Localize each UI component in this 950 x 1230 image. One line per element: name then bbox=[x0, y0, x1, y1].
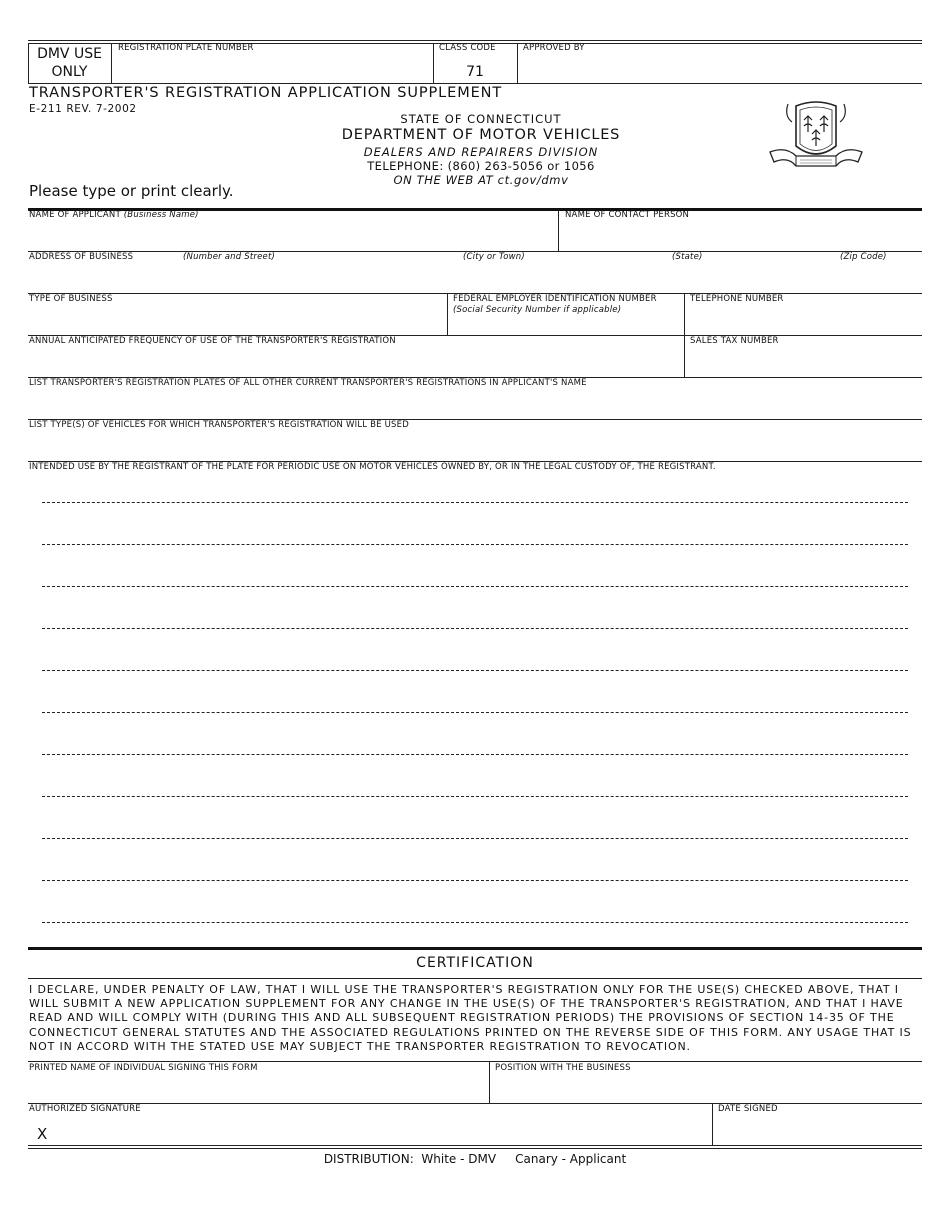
registration-plate-number-label: REGISTRATION PLATE NUMBER bbox=[118, 43, 254, 53]
intended-use-line[interactable] bbox=[42, 712, 908, 713]
intended-use-line[interactable] bbox=[42, 544, 908, 545]
address-state-hint: (State) bbox=[672, 252, 703, 262]
sales-tax-number-label: SALES TAX NUMBER bbox=[690, 336, 779, 346]
authorized-signature-label: AUTHORIZED SIGNATURE bbox=[29, 1104, 141, 1114]
form-title: TRANSPORTER'S REGISTRATION APPLICATION SUPPLEMENT bbox=[29, 85, 503, 101]
intended-use-line[interactable] bbox=[42, 838, 908, 839]
fein-label: FEDERAL EMPLOYER IDENTIFICATION NUMBER bbox=[453, 294, 657, 304]
dmv-use-only-label: DMV USE ONLY bbox=[37, 46, 102, 80]
list-vehicle-types-label: LIST TYPE(S) OF VEHICLES FOR WHICH TRANSPORTER'S REGISTRATION WILL BE USED bbox=[29, 420, 409, 430]
annual-frequency-label: ANNUAL ANTICIPATED FREQUENCY OF USE OF THE TRANSPORTER'S REGISTRATION bbox=[29, 336, 396, 346]
form-number: E-211 REV. 7-2002 bbox=[29, 103, 137, 115]
intended-use-line[interactable] bbox=[42, 502, 908, 503]
department-name: DEPARTMENT OF MOTOR VEHICLES bbox=[341, 127, 621, 143]
telephone-number-label: TELEPHONE NUMBER bbox=[690, 294, 784, 304]
telephone-line: TELEPHONE: (860) 263-5056 or 1056 bbox=[367, 159, 595, 173]
class-code-value: 71 bbox=[466, 64, 484, 80]
name-of-contact-person-label: NAME OF CONTACT PERSON bbox=[565, 210, 690, 220]
address-of-business-label: ADDRESS OF BUSINESS bbox=[29, 252, 134, 262]
division-name: DEALERS AND REPAIRERS DIVISION bbox=[363, 145, 599, 159]
intended-use-line[interactable] bbox=[42, 586, 908, 587]
certification-heading: CERTIFICATION bbox=[416, 955, 534, 971]
certification-text: I DECLARE, UNDER PENALTY OF LAW, THAT I WILL USE THE TRANSPORTER'S REGISTRATION ONLY FOR THE USE(S) CHECKED ABOVE, THAT I WILL SUBMIT A NEW APPLICATION SUPPLEMENT FOR ANY CHANGE IN THE USE(S) OF THE TRANSPORTER'S REGISTRATION, AND THAT I HAVE READ AND WILL COMPLY WITH (DURING THIS AND ALL SUBSEQUENT REGISTRATION PERIODS) THE PROVISIONS OF SECTION 14-35 OF THE CONNECTICUT GENERAL STATUTES AND THE ASSOCIATED REGULATIONS PRINTED ON THE REVERSE SIDE OF THIS FORM. ANY USAGE THAT IS NOT IN ACCORD WITH THE STATED USE MAY SUBJECT THE TRANSPORTER REGISTRATION TO REVOCATION. bbox=[29, 983, 912, 1053]
signature-mark: X bbox=[37, 1125, 48, 1143]
intended-use-line[interactable] bbox=[42, 670, 908, 671]
approved-by-label: APPROVED BY bbox=[523, 43, 585, 53]
intended-use-line[interactable] bbox=[42, 922, 908, 923]
class-code-label: CLASS CODE bbox=[439, 43, 496, 53]
intended-use-line[interactable] bbox=[42, 796, 908, 797]
address-zip-hint: (Zip Code) bbox=[840, 252, 887, 262]
instruction-text: Please type or print clearly. bbox=[29, 182, 234, 200]
intended-use-line[interactable] bbox=[42, 880, 908, 881]
date-signed-label: DATE SIGNED bbox=[718, 1104, 778, 1114]
intended-use-line[interactable] bbox=[42, 754, 908, 755]
intended-use-label: INTENDED USE BY THE REGISTRANT OF THE PLATE FOR PERIODIC USE ON MOTOR VEHICLES OWNED BY, OR IN THE LEGAL CUSTODY OF, THE REGISTRANT. bbox=[29, 462, 716, 472]
state-name: STATE OF CONNECTICUT bbox=[400, 112, 562, 126]
printed-name-label: PRINTED NAME OF INDIVIDUAL SIGNING THIS FORM bbox=[29, 1063, 258, 1073]
intended-use-line[interactable] bbox=[42, 628, 908, 629]
fein-hint: (Social Security Number if applicable) bbox=[453, 305, 622, 315]
position-label: POSITION WITH THE BUSINESS bbox=[495, 1063, 631, 1073]
list-plates-label: LIST TRANSPORTER'S REGISTRATION PLATES OF ALL OTHER CURRENT TRANSPORTER'S REGISTRATIONS IN APPLICANT'S NAME bbox=[29, 378, 587, 388]
address-city-hint: (City or Town) bbox=[463, 252, 525, 262]
name-of-applicant-label: NAME OF APPLICANT (Business Name) bbox=[29, 210, 199, 220]
distribution-footer: DISTRIBUTION: White - DMV Canary - Applicant bbox=[323, 1152, 627, 1166]
address-street-hint: (Number and Street) bbox=[183, 252, 275, 262]
connecticut-seal-icon bbox=[766, 98, 866, 182]
web-line: ON THE WEB AT ct.gov/dmv bbox=[393, 173, 569, 187]
type-of-business-label: TYPE OF BUSINESS bbox=[29, 294, 113, 304]
